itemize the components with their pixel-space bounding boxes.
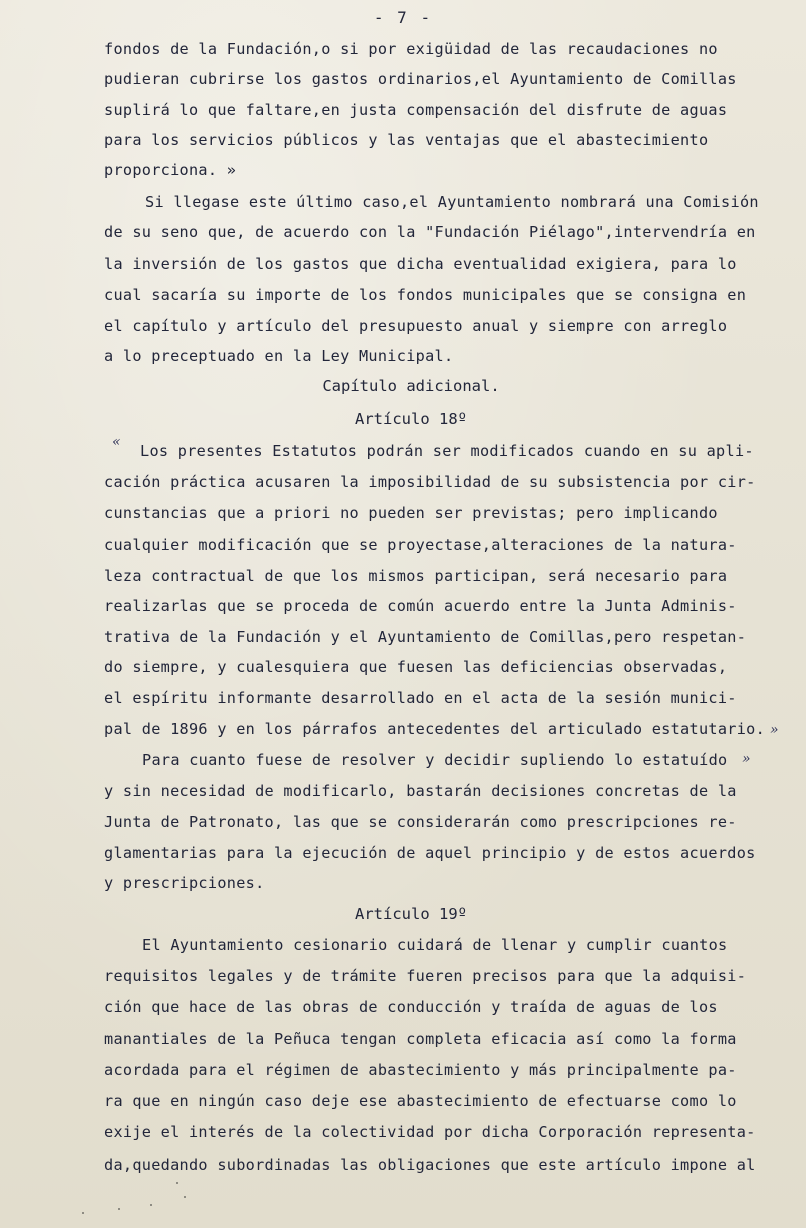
text-line: cación práctica acusaren la imposibilidad de su subsistencia por cir- xyxy=(104,473,756,491)
text-line: pudieran cubrirse los gastos ordinarios,el Ayuntamiento de Comillas xyxy=(104,70,737,88)
text-line: ra que en ningún caso deje ese abastecimiento de efectuarse como lo xyxy=(104,1092,737,1110)
article-heading: Artículo 18º xyxy=(355,410,467,428)
text-line: y sin necesidad de modificarlo, bastarán decisiones concretas de la xyxy=(104,782,737,800)
text-line: glamentarias para la ejecución de aquel principio y de estos acuerdos xyxy=(104,844,756,862)
text-line: ción que hace de las obras de conducción y traída de aguas de los xyxy=(104,998,718,1016)
text-line: fondos de la Fundación,o si por exigüidad de las recaudaciones no xyxy=(104,40,718,58)
text-line: Para cuanto fuese de resolver y decidir supliendo lo estatuído xyxy=(142,751,728,769)
text-line: para los servicios públicos y las ventajas que el abastecimiento xyxy=(104,131,709,149)
text-line: exije el interés de la colectividad por dicha Corporación representa- xyxy=(104,1123,756,1141)
text-line: manantiales de la Peñuca tengan completa eficacia así como la forma xyxy=(104,1030,737,1048)
text-line: do siempre, y cualesquiera que fuesen las deficiencias observadas, xyxy=(104,658,728,676)
open-quote-mark: « xyxy=(112,434,121,450)
text-line: a lo preceptuado en la Ley Municipal. xyxy=(104,347,454,365)
text-line: leza contractual de que los mismos participan, será necesario para xyxy=(104,567,728,585)
text-line: El Ayuntamiento cesionario cuidará de llenar y cumplir cuantos xyxy=(142,936,728,954)
text-line: cual sacaría su importe de los fondos municipales que se consigna en xyxy=(104,286,747,304)
arrow-mark: » xyxy=(742,751,751,767)
text-line: realizarlas que se proceda de común acuerdo entre la Junta Adminis- xyxy=(104,597,737,615)
page-number: - 7 - xyxy=(373,8,433,27)
ink-speck xyxy=(176,1182,178,1184)
ink-speck xyxy=(184,1196,186,1198)
text-line: pal de 1896 y en los párrafos antecedentes del articulado estatutario. xyxy=(104,720,766,738)
text-line: cualquier modificación que se proyectase,alteraciones de la natura- xyxy=(104,536,737,554)
ink-speck xyxy=(82,1212,84,1214)
text-line: da,quedando subordinadas las obligaciones que este artículo impone al xyxy=(104,1156,756,1174)
ink-speck xyxy=(150,1204,152,1206)
text-line: Junta de Patronato, las que se considerarán como prescripciones re- xyxy=(104,813,737,831)
ink-speck xyxy=(118,1208,120,1210)
text-line: de su seno que, de acuerdo con la "Fundación Piélago",intervendría en xyxy=(104,223,756,241)
text-line: y prescripciones. xyxy=(104,874,265,892)
text-line: trativa de la Fundación y el Ayuntamiento de Comillas,pero respetan- xyxy=(104,628,747,646)
text-line: suplirá lo que faltare,en justa compensación del disfrute de aguas xyxy=(104,101,728,119)
text-line: acordada para el régimen de abastecimiento y más principalmente pa- xyxy=(104,1061,737,1079)
text-line: Los presentes Estatutos podrán ser modificados cuando en su apli- xyxy=(140,442,754,460)
text-line: requisitos legales y de trámite fueren precisos para que la adquisi- xyxy=(104,967,747,985)
close-quote-mark: » xyxy=(770,722,779,738)
text-line: la inversión de los gastos que dicha eventualidad exigiera, para lo xyxy=(104,255,737,273)
chapter-heading: Capítulo adicional. xyxy=(322,377,500,395)
text-line: proporciona. » xyxy=(104,161,237,179)
text-line: el espíritu informante desarrollado en el acta de la sesión munici- xyxy=(104,689,737,707)
text-line: Si llegase este último caso,el Ayuntamiento nombrará una Comisión xyxy=(145,193,759,211)
text-line: el capítulo y artículo del presupuesto anual y siempre con arreglo xyxy=(104,317,728,335)
article-heading: Artículo 19º xyxy=(355,905,467,923)
text-line: cunstancias que a priori no pueden ser previstas; pero implicando xyxy=(104,504,718,522)
